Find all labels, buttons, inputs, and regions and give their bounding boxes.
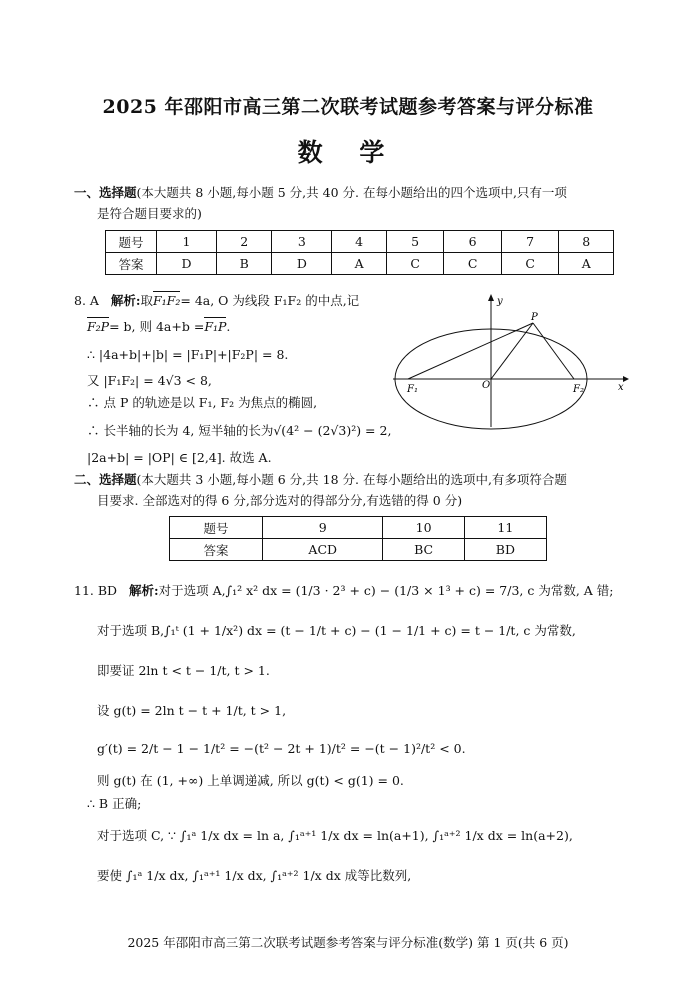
q11-formula: ∫₁ᵗ (1 + 1/x²) dx = (t − 1/t + c) − (1 − 1/1 + c) = t − 1/t — [164, 623, 516, 638]
q8-vector: F₁P — [204, 316, 226, 337]
q11-line-b4: g′(t) = 2/t − 1 − 1/t² = −(t² − 2t + 1)/t² = −(t − 1)²/t² < 0. — [97, 741, 466, 756]
section2-desc-line1 — [74, 469, 567, 490]
table1-number: 2 — [216, 231, 271, 253]
table1-number: 7 — [501, 231, 559, 253]
q8-line4: 又 |F₁F₂| = 4√3 < 8, — [87, 373, 212, 388]
table1-number: 3 — [272, 231, 332, 253]
label-f1: F₁ — [407, 384, 418, 395]
table2-header-label: 题号 — [170, 517, 263, 539]
section1-desc: (本大题共 8 小题,每小题 5 分,共 40 分. 在每小题给出的四个选项中,只有一项 — [136, 185, 567, 200]
q11-line-b2: 即要证 2ln t < t − 1/t, t > 1. — [97, 663, 270, 678]
table1-answer: C — [386, 253, 444, 275]
q8-text: 取 — [140, 293, 153, 308]
table2-number: 11 — [464, 517, 546, 539]
table1-answer: A — [332, 253, 387, 275]
table1-number: 8 — [559, 231, 614, 253]
q11-line-b6: ∴ B 正确; — [87, 796, 142, 811]
q11-line-c2: 要使 ∫₁ᵃ 1/x dx, ∫₁ᵃ⁺¹ 1/x dx, ∫₁ᵃ⁺² 1/x dx 成等比数列, — [97, 868, 412, 883]
q8-line5: ∴ 点 P 的轨迹是以 F₁, F₂ 为焦点的椭圆, — [87, 395, 318, 410]
q11-line-c1: 对于选项 C, ∵ ∫₁ᵃ 1/x dx = ln a, ∫₁ᵃ⁺¹ 1/x dx = ln(a+1), ∫₁ᵃ⁺² 1/x dx = ln(a+2), — [97, 828, 573, 843]
section1-header: 一、选择题 — [74, 185, 137, 200]
table1-number: 1 — [157, 231, 217, 253]
q11-text: 对于选项 B, — [97, 623, 165, 638]
table1-answer: C — [501, 253, 559, 275]
label-x: x — [618, 382, 624, 393]
label-p: P — [531, 312, 538, 323]
table2-answer: BD — [464, 539, 546, 561]
q8-text: = b, 则 4a+b = — [109, 319, 205, 334]
section2-desc-line2: 目要求. 全部选对的得 6 分,部分选对的得部分分,有选错的得 0 分) — [97, 493, 463, 508]
table1-answer: B — [216, 253, 271, 275]
table1-answer: D — [272, 253, 332, 275]
table1-header-label: 题号 — [106, 231, 157, 253]
table1-answer: A — [559, 253, 614, 275]
q11-text: , c 为常数, — [515, 623, 576, 638]
label-y: y — [497, 296, 503, 307]
table1-answer: C — [444, 253, 502, 275]
section2-header: 二、选择题 — [74, 472, 137, 487]
q8-vector: F₂P — [87, 316, 109, 337]
q8-label: 解析: — [110, 293, 141, 308]
section2-desc: (本大题共 3 小题,每小题 6 分,共 18 分. 在每小题给出的选项中,有多项符合题 — [136, 472, 567, 487]
ellipse-figure — [385, 292, 630, 432]
q8-text: . — [226, 319, 231, 334]
q11-head: 11. BD — [74, 583, 118, 598]
q8-line3: ∴ |4a+b|+|b| = |F₁P|+|F₂P| = 8. — [87, 347, 289, 362]
q8-vector: F₁F₂ — [153, 290, 180, 311]
section2-answer-table — [169, 516, 547, 561]
q11-line-b5: 则 g(t) 在 (1, +∞) 上单调递减, 所以 g(t) < g(1) = 0. — [97, 773, 404, 788]
q11-line-b3: 设 g(t) = 2ln t − t + 1/t, t > 1, — [97, 703, 287, 718]
q11-text: , c 为常数, A 错; — [519, 583, 614, 598]
table2-number: 9 — [263, 517, 383, 539]
q11-label: 解析: — [128, 583, 159, 598]
q11-formula: ∫₁² x² dx = (1/3 · 2³ + c) − (1/3 × 1³ + c) = 7/3 — [225, 583, 520, 598]
section1-desc-line2: 是符合题目要求的) — [97, 206, 202, 221]
q8-line7: |2a+b| = |OP| ∈ [2,4]. 故选 A. — [87, 450, 272, 465]
segment-f2p — [533, 323, 574, 379]
y-axis-arrow — [488, 294, 494, 301]
q8-line2 — [87, 316, 230, 337]
label-f2: F₂ — [573, 384, 584, 395]
x-axis-arrow — [623, 376, 629, 382]
segment-op — [491, 323, 533, 379]
section1-desc-line1 — [74, 182, 567, 203]
table2-answer: ACD — [263, 539, 383, 561]
table1-answer: D — [157, 253, 217, 275]
q11-text: 对于选项 A, — [158, 583, 226, 598]
segment-f1p — [408, 323, 533, 379]
table2-answer: BC — [383, 539, 464, 561]
table1-answer-label: 答案 — [106, 253, 157, 275]
table1-number: 4 — [332, 231, 387, 253]
table2-answer-label: 答案 — [170, 539, 263, 561]
table2-number: 10 — [383, 517, 464, 539]
q11-line-b1 — [97, 620, 576, 641]
table1-number: 5 — [386, 231, 444, 253]
table1-number: 6 — [444, 231, 502, 253]
q8-line1 — [74, 290, 359, 311]
q8-text: = 4a, O 为线段 F₁F₂ 的中点,记 — [180, 293, 360, 308]
subject-title: 数 学 — [297, 138, 399, 167]
page-title: 2025 年邵阳市高三第二次联考试题参考答案与评分标准 — [102, 96, 594, 118]
section1-answer-table — [105, 230, 614, 275]
page-footer: 2025 年邵阳市高三第二次联考试题参考答案与评分标准(数学) 第 1 页(共 6 页) — [127, 935, 569, 950]
label-o: O — [482, 380, 491, 391]
q8-line6: ∴ 长半轴的长为 4, 短半轴的长为√(4² − (2√3)²) = 2, — [87, 423, 392, 438]
q8-head: 8. A — [74, 293, 99, 308]
q11-line-a — [74, 580, 614, 601]
